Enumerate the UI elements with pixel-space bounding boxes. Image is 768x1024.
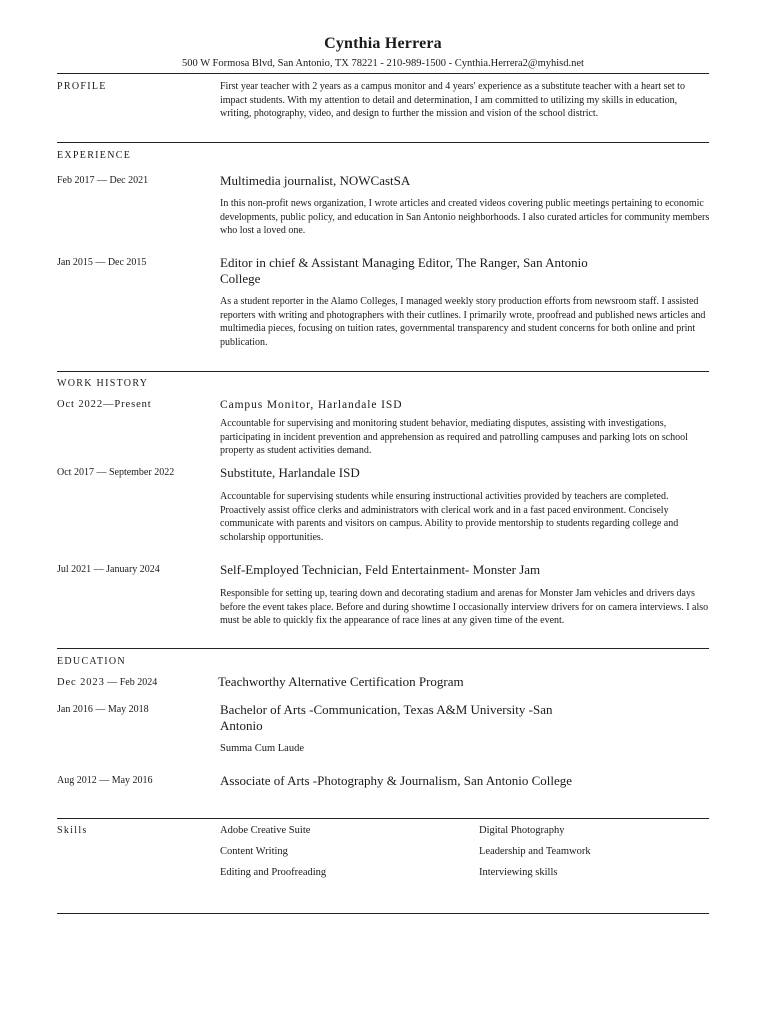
experience-description: As a student reporter in the Alamo Colleges, I managed weekly story production efforts from newsroom staff. I assisted reporters with writing and photographers with their cutlines. I primarily wrote, proofread and published news articles and multimedia pieces, focusing on tuition rates, governmental transparency and student concerns for both online and print publication. [220, 296, 706, 348]
education-title: Bachelor of Arts -Communication, Texas A&M University -San Antonio [220, 702, 553, 733]
education-honor: Summa Cum Laude [220, 743, 304, 754]
experience-date: Feb 2017 — Dec 2021 [57, 175, 149, 186]
work-title: Self-Employed Technician, Feld Entertainment- Monster Jam [220, 562, 541, 577]
work-title: Campus Monitor, Harlandale ISD [220, 399, 403, 411]
education-date-end: — Feb 2024 [107, 677, 158, 688]
education-date [57, 677, 157, 688]
divider [57, 818, 709, 819]
divider [57, 142, 709, 143]
work-title: Substitute, Harlandale ISD [220, 465, 360, 480]
work-description: Accountable for supervising and monitoring student behavior, mediating disputes, assisting with investigations, participating in incident prevention and apprehension as required and patrolling campuses and parking lots on school property as student activities demand. [220, 418, 688, 457]
experience-title: Editor in chief & Assistant Managing Editor, The Ranger, San Antonio College [220, 255, 588, 286]
skill-item: Editing and Proofreading [220, 867, 327, 878]
section-heading-education: EDUCATION [57, 656, 126, 667]
education-date: Aug 2012 — May 2016 [57, 775, 153, 786]
education-title: Associate of Arts -Photography & Journalism, San Antonio College [220, 773, 573, 788]
work-description: Accountable for supervising students while ensuring instructional activities provided by teachers are completed. Proactively assist office clerks and administrators with clerical work and in a fast paced environment. Concisely communicate with parents and visitors on campus. Ability to provide mentorship to students regarding college and scholarship opportunities. [220, 491, 679, 543]
experience-date: Jan 2015 — Dec 2015 [57, 257, 147, 268]
education-date-start: Dec 2023 [57, 677, 105, 688]
work-date: Oct 2022—Present [57, 399, 152, 410]
section-heading-work-history: WORK HISTORY [57, 378, 149, 389]
work-date: Jul 2021 — January 2024 [57, 564, 160, 575]
skill-item: Adobe Creative Suite [220, 825, 311, 836]
divider [57, 371, 709, 372]
skill-item: Content Writing [220, 846, 288, 857]
skill-item: Interviewing skills [479, 867, 558, 878]
experience-title: Multimedia journalist, NOWCastSA [220, 173, 411, 188]
profile-summary: First year teacher with 2 years as a campus monitor and 4 years' experience as a substitute teacher with a heart set to impact students. With my attention to detail and determination, I am committed to utilizing my skills in education, writing, photography, video, and design to further the mission and vision of the school district. [220, 81, 685, 120]
skill-item: Digital Photography [479, 825, 565, 836]
experience-description: In this non-profit news organization, I wrote articles and created videos covering public meetings pertaining to economic developments, public policy, and education in San Antonio neighborhoods. I also curated articles for community members who lost a loved one. [220, 198, 710, 237]
education-title: Teachworthy Alternative Certification Program [218, 674, 464, 689]
skill-item: Leadership and Teamwork [479, 846, 591, 857]
work-date: Oct 2017 — September 2022 [57, 467, 175, 478]
section-heading-profile: PROFILE [57, 81, 107, 92]
candidate-name: Cynthia Herrera [324, 35, 442, 52]
divider [57, 913, 709, 914]
divider [57, 73, 709, 74]
contact-line: 500 W Formosa Blvd, San Antonio, TX 78221 - 210-989-1500 - Cynthia.Herrera2@myhisd.net [182, 58, 584, 69]
divider [57, 648, 709, 649]
education-date: Jan 2016 — May 2018 [57, 704, 149, 715]
section-heading-skills: Skills [57, 825, 88, 836]
section-heading-experience: EXPERIENCE [57, 150, 132, 161]
work-description: Responsible for setting up, tearing down and decorating stadium and arenas for Monster Jam vehicles and drivers days before the event takes place. Before and during showtime I occasionally interview drivers for on camera interviews. I also must be able to quickly fix the appearance of race lines at any given time of the event. [220, 588, 709, 627]
